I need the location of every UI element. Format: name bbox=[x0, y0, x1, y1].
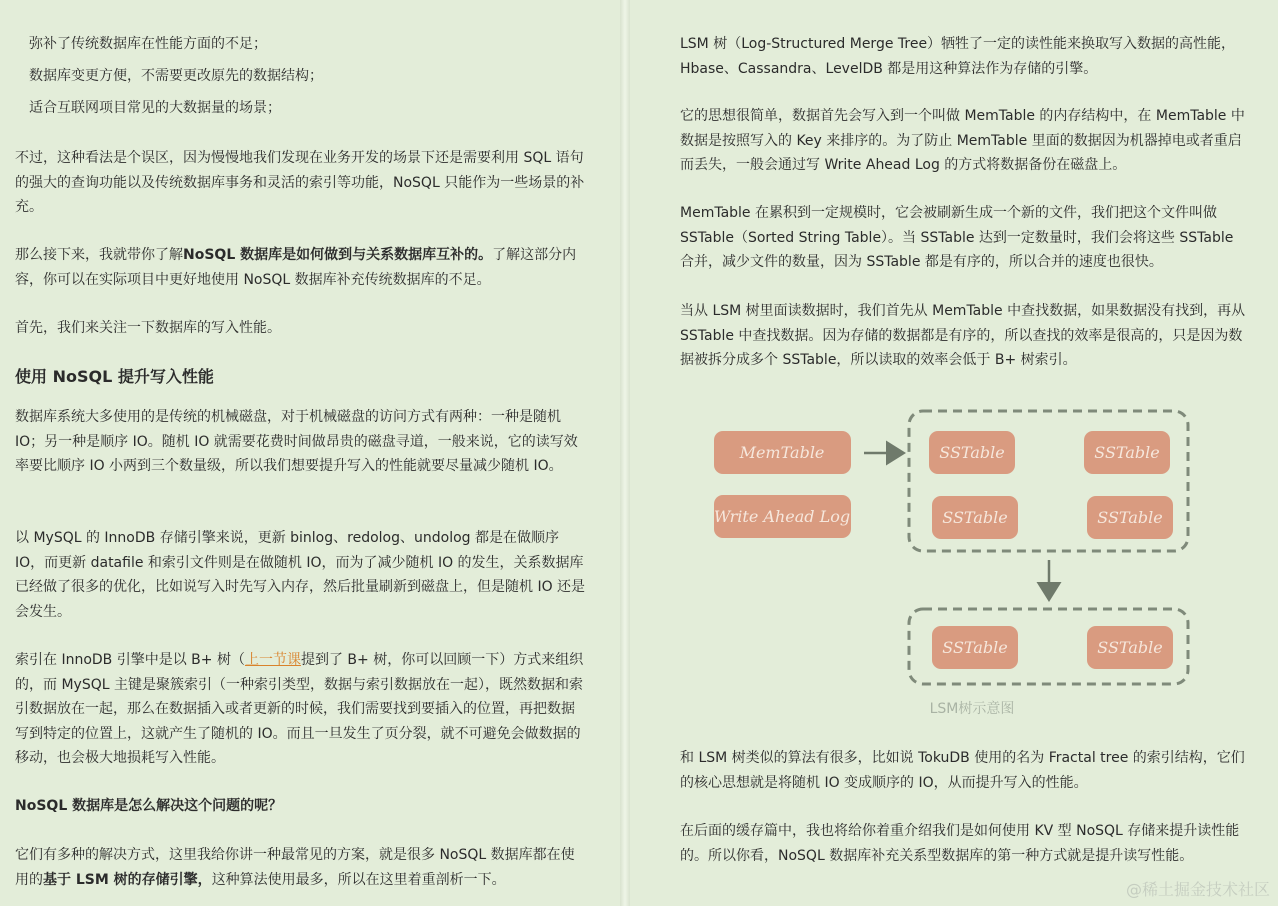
sstable-box bbox=[932, 496, 1018, 539]
svg-text:SSTable: SSTable bbox=[1097, 508, 1163, 527]
wal-box bbox=[714, 495, 851, 538]
paragraph: 它的思想很简单，数据首先会写入到一个叫做 MemTable 的内存结构中，在 MemTable 中数据是按照写入的 Key 来排序的。为了防止 MemTable 里面的数据因为机器掉电或者重启而丢失，一般会通过写 Write Ahead Log 的方式将数据备份在磁盘上。 bbox=[680, 108, 1245, 173]
book-gutter bbox=[620, 0, 630, 906]
memtable-label: MemTable bbox=[739, 443, 825, 462]
watermark: @稀土掘金技术社区 bbox=[1125, 880, 1270, 899]
paragraph: 以 MySQL 的 InnoDB 存储引擎来说，更新 binlog、redolog、undolog 都是在做顺序 IO，而更新 datafile 和索引文件则是在做随机 IO，而为了减少随机 IO 的发生，关系数据库已经做了很多的优化，比如说写入时先写入内存，然后批量刷新到磁盘上，但是随机 IO 还是会发生。 bbox=[15, 530, 586, 620]
svg-text:SSTable: SSTable bbox=[942, 508, 1008, 527]
svg-text:SSTable: SSTable bbox=[939, 443, 1005, 462]
lsm-tree-diagram bbox=[630, 400, 1278, 720]
paragraph: MemTable 在累积到一定规模时，它会被刷新生成一个新的文件，我们把这个文件叫做 SSTable（Sorted String Table）。当 SSTable 达到一定数量时，我们会将这些 SSTable 合并，减少文件的数量，因为 SSTable 都是有序的，所以合并的速度也很快。 bbox=[680, 205, 1234, 270]
previous-lesson-link[interactable]: 上一节课 bbox=[244, 652, 301, 668]
paragraph: 它们有多种的解决方式，这里我给你讲一种最常见的方案，就是很多 NoSQL 数据库都在使用的基于 LSM 树的存储引擎，这种算法使用最多，所以在这里着重剖析一下。 bbox=[15, 847, 575, 888]
sstable-box bbox=[929, 431, 1015, 474]
subheading-question: NoSQL 数据库是怎么解决这个问题的呢？ bbox=[15, 798, 283, 814]
svg-text:SSTable: SSTable bbox=[1094, 443, 1160, 462]
sstable-box bbox=[1087, 496, 1173, 539]
paragraph: LSM 树（Log-Structured Merge Tree）牺牲了一定的读性能来换取写入数据的高性能，Hbase、Cassandra、LevelDB 都是用这种算法作为存储的引擎。 bbox=[680, 36, 1236, 77]
paragraph: 在后面的缓存篇中，我也将给你着重介绍我们是如何使用 KV 型 NoSQL 存储来提升读性能的。所以你看，NoSQL 数据库补充关系型数据库的第一种方式就是提升读写性能。 bbox=[680, 823, 1240, 864]
svg-text:SSTable: SSTable bbox=[1097, 638, 1163, 657]
paragraph: 数据库系统大多使用的是传统的机械磁盘，对于机械磁盘的访问方式有两种：一种是随机 IO；另一种是顺序 IO。随机 IO 就需要花费时间做昂贵的磁盘寻道，一般来说，它的读写效率要比顺序 IO 小两到三个数量级，所以我们想要提升写入的性能就要尽量减少随机 IO。 bbox=[15, 409, 578, 474]
diagram-caption: LSM树示意图 bbox=[929, 701, 1015, 717]
section-heading: 使用 NoSQL 提升写入性能 bbox=[15, 367, 214, 386]
right-page bbox=[630, 0, 1278, 906]
sstable-box bbox=[1084, 431, 1170, 474]
paragraph: 首先，我们来关注一下数据库的写入性能。 bbox=[15, 320, 281, 336]
list-item: 数据库变更方便，不需要更改原先的数据结构； bbox=[29, 68, 323, 84]
sstable-box bbox=[932, 626, 1018, 669]
paragraph: 那么接下来，我就带你了解NoSQL 数据库是如何做到与关系数据库互补的。了解这部分内容，你可以在实际项目中更好地使用 NoSQL 数据库补充传统数据库的不足。 bbox=[15, 247, 577, 288]
left-page bbox=[0, 0, 620, 906]
list-item: 适合互联网项目常见的大数据量的场景； bbox=[29, 100, 281, 116]
paragraph: 当从 LSM 树里面读数据时，我们首先从 MemTable 中查找数据，如果数据没有找到，再从 SSTable 中查找数据。因为存储的数据都是有序的，所以查找的效率是很高的，只是因为数据被拆分成多个 SSTable，所以读取的效率会低于 B+ 树索引。 bbox=[680, 303, 1246, 368]
paragraph: 不过，这种看法是个误区，因为慢慢地我们发现在业务开发的场景下还是需要利用 SQL 语句的强大的查询功能以及传统数据库事务和灵活的索引等功能，NoSQL 只能作为一些场景的补充。 bbox=[15, 150, 585, 215]
sstable-box bbox=[1087, 626, 1173, 669]
wal-label: Write Ahead Log bbox=[713, 507, 851, 526]
paragraph: 和 LSM 树类似的算法有很多，比如说 TokuDB 使用的名为 Fractal tree 的索引结构，它们的核心思想就是将随机 IO 变成顺序的 IO，从而提升写入的性能。 bbox=[680, 750, 1245, 791]
list-item: 弥补了传统数据库在性能方面的不足； bbox=[29, 36, 267, 52]
svg-text:SSTable: SSTable bbox=[942, 638, 1008, 657]
paragraph: 索引在 InnoDB 引擎中是以 B+ 树（上一节课提到了 B+ 树，你可以回顾一下）方式来组织的，而 MySQL 主键是聚簇索引（一种索引类型，数据与索引数据放在一起），既然数据和索引数据放在一起，那么在数据插入或者更新的时候，我们需要找到要插入的位置，再把数据写到特定的位置上，这就产生了随机的 IO。而且一旦发生了页分裂，就不可避免会做数据的移动，也会极大地损耗写入性能。 bbox=[15, 652, 584, 766]
memtable-box bbox=[714, 431, 851, 474]
